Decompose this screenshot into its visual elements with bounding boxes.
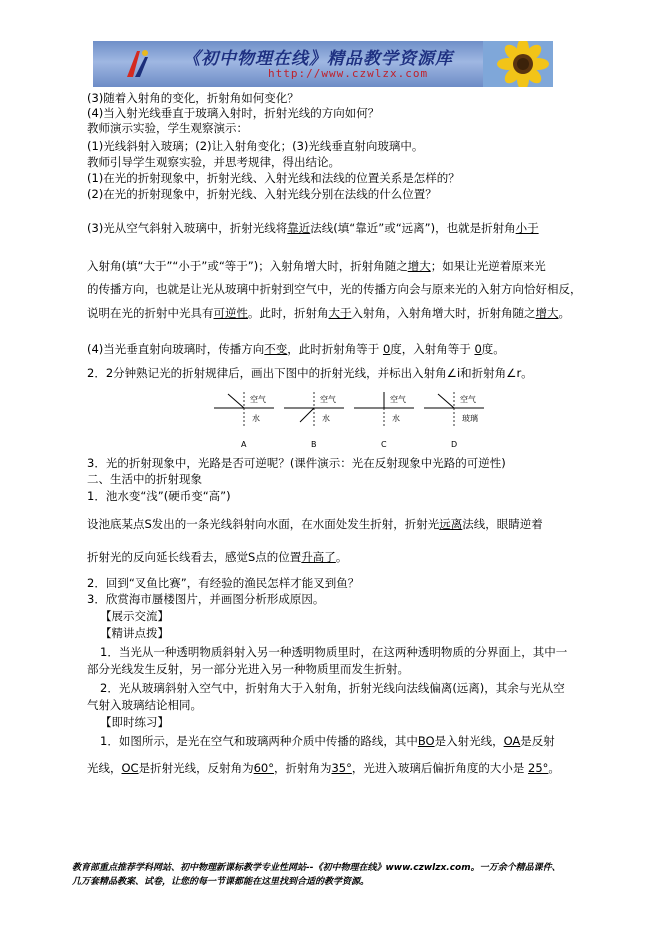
text-segment: 设池底某点S发出的一条光线斜射向水面，在水面处发生折射，折射光 bbox=[87, 517, 440, 531]
panel-letter: C bbox=[381, 440, 387, 449]
text-line bbox=[87, 489, 231, 503]
text-segment: 是入射光线， bbox=[434, 734, 504, 748]
text-line bbox=[87, 121, 248, 135]
sunflower-icon bbox=[483, 41, 553, 87]
text-segment: 教师演示实验，学生观察演示： bbox=[87, 121, 248, 135]
text-segment: 1．当光从一种透明物质斜射入另一种透明物质里时，在这两种透明物质的分界面上，其中一 bbox=[100, 645, 568, 659]
text-line bbox=[100, 715, 169, 729]
text-segment: 2．2分钟熟记光的折射规律后，画出下图中的折射光线，并标出入射角∠i和折射角∠r。 bbox=[87, 366, 533, 380]
answer-blank: 0 bbox=[474, 342, 482, 356]
text-segment: 教师引导学生观察实验，并思考规律，得出结论。 bbox=[87, 155, 340, 169]
text-segment: 【即时练习】 bbox=[100, 715, 169, 729]
upper-medium-label: 空气 bbox=[250, 395, 266, 404]
answer-blank: 不变 bbox=[264, 342, 288, 356]
banner-url: http://www.czwlzx.com bbox=[268, 67, 429, 80]
text-segment: 折射光的反向延长线看去，感觉S点的位置 bbox=[87, 550, 302, 564]
text-line bbox=[87, 456, 506, 470]
panel-letter: A bbox=[241, 440, 247, 449]
text-line bbox=[87, 221, 539, 235]
upper-medium-label: 空气 bbox=[320, 395, 336, 404]
text-segment: (1)光线斜射入玻璃；(2)让入射角变化；(3)光线垂直射向玻璃中。 bbox=[87, 139, 424, 153]
text-segment: (1)在光的折射现象中，折射光线、入射光线和法线的位置关系是怎样的？ bbox=[87, 171, 460, 185]
text-line bbox=[87, 259, 546, 273]
text-segment: (4)当入射光线垂直于玻璃入射时，折射光线的方向如何？ bbox=[87, 106, 380, 120]
answer-blank: 35° bbox=[331, 761, 352, 775]
text-line bbox=[100, 626, 169, 640]
text-segment: 入射角(填“大于”“小于”或“等于”)；入射角增大时，折射角随之 bbox=[87, 259, 408, 273]
text-segment: 2．回到“叉鱼比赛”，有经验的渔民怎样才能叉到鱼？ bbox=[87, 576, 360, 590]
text-segment: (3)随着入射角的变化，折射角如何变化？ bbox=[87, 91, 299, 105]
answer-blank: 60° bbox=[253, 761, 274, 775]
text-segment: 度，入射角等于 bbox=[390, 342, 475, 356]
text-line bbox=[100, 734, 555, 748]
text-segment: 光线， bbox=[87, 761, 122, 775]
answer-blank: OC bbox=[121, 761, 139, 775]
text-segment: 入射角，入射角增大时，折射角随之 bbox=[351, 306, 536, 320]
text-line bbox=[87, 187, 437, 201]
answer-blank: 0 bbox=[382, 342, 391, 356]
answer-blank: 远离 bbox=[439, 517, 463, 531]
diagram-panel-c bbox=[354, 392, 414, 449]
text-segment: 1．如图所示，是光在空气和玻璃两种介质中传播的路线，其中 bbox=[100, 734, 418, 748]
text-segment: (4)当光垂直射向玻璃时，传播方向 bbox=[87, 342, 265, 356]
text-segment: 二、生活中的折射现象 bbox=[87, 472, 202, 486]
text-segment: 【精讲点拨】 bbox=[100, 626, 169, 640]
text-line bbox=[87, 517, 543, 531]
panel-letter: B bbox=[311, 440, 317, 449]
text-segment: ；如果让光逆着原来光 bbox=[430, 259, 546, 273]
answer-blank: BO bbox=[417, 734, 435, 748]
answer-blank: 增大 bbox=[535, 306, 559, 320]
lower-medium-label: 玻璃 bbox=[462, 414, 478, 423]
text-line bbox=[87, 592, 324, 606]
text-segment: 部分光线发生反射，另一部分光进入另一种物质里而发生折射。 bbox=[87, 662, 409, 676]
answer-blank: 靠近 bbox=[287, 221, 311, 235]
text-line bbox=[87, 139, 423, 153]
refraction-diagrams bbox=[214, 388, 484, 450]
diagram-panel-a bbox=[214, 392, 274, 449]
text-segment: 3．欣赏海市蜃楼图片，并画图分析形成原因。 bbox=[87, 592, 325, 606]
text-segment: 法线(填“靠近”或“远离”)，也就是折射角 bbox=[310, 221, 516, 235]
header-banner bbox=[93, 41, 553, 87]
text-segment: 法线，眼睛逆着 bbox=[462, 517, 543, 531]
text-line bbox=[87, 91, 299, 105]
text-line bbox=[87, 282, 582, 296]
text-line bbox=[87, 342, 505, 356]
incident-ray bbox=[228, 394, 244, 408]
diagram-panel-d bbox=[424, 392, 484, 449]
footer-line-2: 几万套精品教案、试卷，让您的每一节课都能在这里找到合适的教学资源。 bbox=[72, 877, 370, 887]
upper-medium-label: 空气 bbox=[390, 395, 406, 404]
text-segment: ，折射角为 bbox=[273, 761, 332, 775]
text-line bbox=[87, 698, 202, 712]
lower-medium-label: 水 bbox=[392, 414, 400, 423]
answer-blank: 小于 bbox=[515, 221, 539, 235]
text-segment: 【展示交流】 bbox=[100, 609, 169, 623]
text-segment: 。此时，折射角 bbox=[248, 306, 329, 320]
text-segment: 是折射光线，反射角为 bbox=[138, 761, 254, 775]
answer-blank: 大于 bbox=[328, 306, 352, 320]
text-line bbox=[100, 681, 565, 695]
panel-letter: D bbox=[451, 440, 458, 449]
upper-medium-label: 空气 bbox=[460, 395, 476, 404]
banner-title: 《初中物理在线》精品教学资源库 bbox=[183, 49, 453, 69]
text-segment: (2)在光的折射现象中，折射光线、入射光线分别在法线的什么位置？ bbox=[87, 187, 437, 201]
text-line bbox=[100, 645, 567, 659]
diagram-panel-b bbox=[284, 392, 344, 449]
text-segment: ，此时折射角等于 bbox=[287, 342, 383, 356]
text-line bbox=[87, 662, 409, 676]
text-line bbox=[87, 366, 533, 380]
text-line bbox=[87, 472, 202, 486]
footer-line-1: 教育部重点推荐学科网站、初中物理新课标教学专业性网站--《初中物理在线》www.czwlzx.com。一万余个精品课件、 bbox=[72, 863, 561, 873]
lower-medium-label: 水 bbox=[252, 414, 260, 423]
text-segment: 3．光的折射现象中，光路是否可逆呢？(课件演示：光在反射现象中光路的可逆性) bbox=[87, 456, 506, 470]
text-line bbox=[87, 576, 359, 590]
text-line bbox=[87, 550, 347, 564]
text-line bbox=[87, 761, 560, 775]
lower-medium-label: 水 bbox=[322, 414, 330, 423]
text-segment: 。 bbox=[335, 550, 348, 564]
text-line bbox=[87, 106, 379, 120]
text-segment: 是反射 bbox=[520, 734, 555, 748]
text-line bbox=[100, 609, 169, 623]
text-line bbox=[87, 171, 460, 185]
text-segment: 1．池水变“浅”(硬币变“高”) bbox=[87, 489, 231, 503]
answer-blank: 可逆性 bbox=[213, 306, 248, 320]
text-segment: 。 bbox=[548, 761, 560, 775]
text-segment: 。 bbox=[558, 306, 570, 320]
text-segment: ，光进入玻璃后偏折角度的大小是 bbox=[351, 761, 529, 775]
text-segment: (3)光从空气斜射入玻璃中，折射光线将 bbox=[87, 221, 288, 235]
text-segment: 2．光从玻璃斜射入空气中，折射角大于入射角，折射光线向法线偏离(远离)，其余与光从空 bbox=[100, 681, 565, 695]
incident-ray bbox=[300, 408, 314, 422]
site-logo-icon bbox=[123, 47, 151, 81]
text-segment: 说明在光的折射中光具有 bbox=[87, 306, 214, 320]
text-line bbox=[87, 155, 340, 169]
answer-blank: OA bbox=[503, 734, 521, 748]
text-line bbox=[87, 306, 570, 320]
text-segment: 度。 bbox=[481, 342, 505, 356]
incident-ray bbox=[438, 394, 454, 408]
answer-blank: 增大 bbox=[407, 259, 431, 273]
text-segment: 气射入玻璃结论相同。 bbox=[87, 698, 202, 712]
answer-blank: 升高了 bbox=[301, 550, 336, 564]
answer-blank: 25° bbox=[528, 761, 549, 775]
text-segment: 的传播方向，也就是让光从玻璃中折射到空气中，光的传播方向会与原来光的入射方向恰好相反， bbox=[87, 282, 582, 296]
